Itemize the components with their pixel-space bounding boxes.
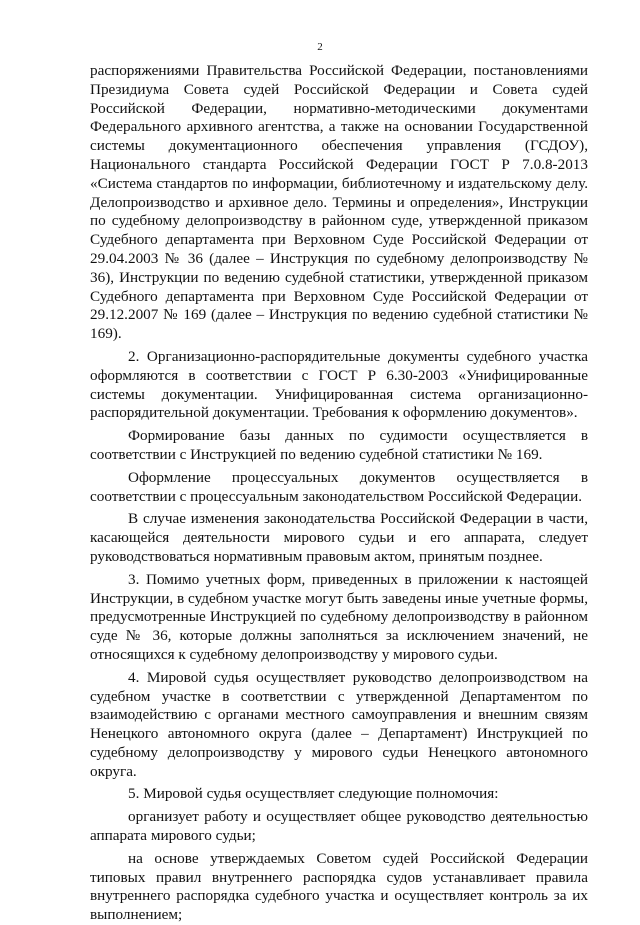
paragraph-criminal-records-database: Формирование базы данных по судимости осуществляется в соответствии с Инструкцией по ведению судебной статистики № 169. <box>90 427 588 463</box>
paragraph-powers-organizes-work: организует работу и осуществляет общее руководство деятельностью аппарата мирового судьи; <box>90 808 588 845</box>
document-body <box>90 62 588 925</box>
paragraph-item-3: 3. Помимо учетных форм, приведенных в приложении к настоящей Инструкции, в судебном участке могут быть заведены иные учетные формы, предусмотренные Инструкцией по судебному делопроизводству в районном суде № 36, которые должны заполняться за исключением значений, не относящихся к судебному делопроизводству у мирового судьи. <box>90 570 588 663</box>
paragraph-item-2: 2. Организационно-распорядительные документы судебного участка оформляются в соответствии с ГОСТ Р 6.30-2003 «Унифицированные системы документации. Унифицированная система организационно-распорядительной документации. Требования к оформлению документов». <box>90 347 588 422</box>
paragraph-procedural-documents: Оформление процессуальных документов осуществляется в соответствии с процессуальным законодательством Российской Федерации. <box>90 468 588 505</box>
page-number: 2 <box>317 41 323 53</box>
paragraph-powers-internal-rules: на основе утверждаемых Советом судей Российской Федерации типовых правил внутреннего распорядка судов устанавливает правила внутреннего распорядка судебного участка и осуществляет контроль за их выполнением; <box>90 849 588 924</box>
paragraph-legislation-change: В случае изменения законодательства Российской Федерации в части, касающейся деятельности мирового судьи и его аппарата, следует руководствоваться нормативным правовым актом, принятым позднее. <box>90 510 588 565</box>
paragraph-item-5: 5. Мировой судья осуществляет следующие полномочия: <box>128 785 499 803</box>
paragraph-continuation: распоряжениями Правительства Российской Федерации, постановлениями Президиума Совета судей Российской Федерации и Совета судей Российской Федерации, нормативно-методическими документами Федерального архивного агентства, а также на основании Государственной системы документационного обеспечения управления (ГСДОУ), Национального стандарта Российской Федерации ГОСТ Р 7.0.8-2013 «Система стандартов по информации, библиотечному и издательскому делу. Делопроизводство и архивное дело. Термины и определения», Инструкции по судебному делопроизводству в районном суде, утвержденной приказом Судебного департамента при Верховном Суде Российской Федерации от 29.04.2003 № 36 (далее – Инструкция по судебному делопроизводству № 36), Инструкции по ведению судебной статистики, утвержденной приказом Судебного департамента при Верховном Суде Российской Федерации от 29.12.2007 № 169 (далее – Инструкция по ведению судебной статистики № 169). <box>90 62 588 343</box>
paragraph-item-4: 4. Мировой судья осуществляет руководство делопроизводством на судебном участке в соответствии с утвержденной Департаментом по взаимодействию с органами местного самоуправления и внешним связям Ненецкого автономного округа (далее – Департамент) Инструкцией по судебному делопроизводству у мирового судьи Ненецкого автономного округа. <box>90 668 588 780</box>
